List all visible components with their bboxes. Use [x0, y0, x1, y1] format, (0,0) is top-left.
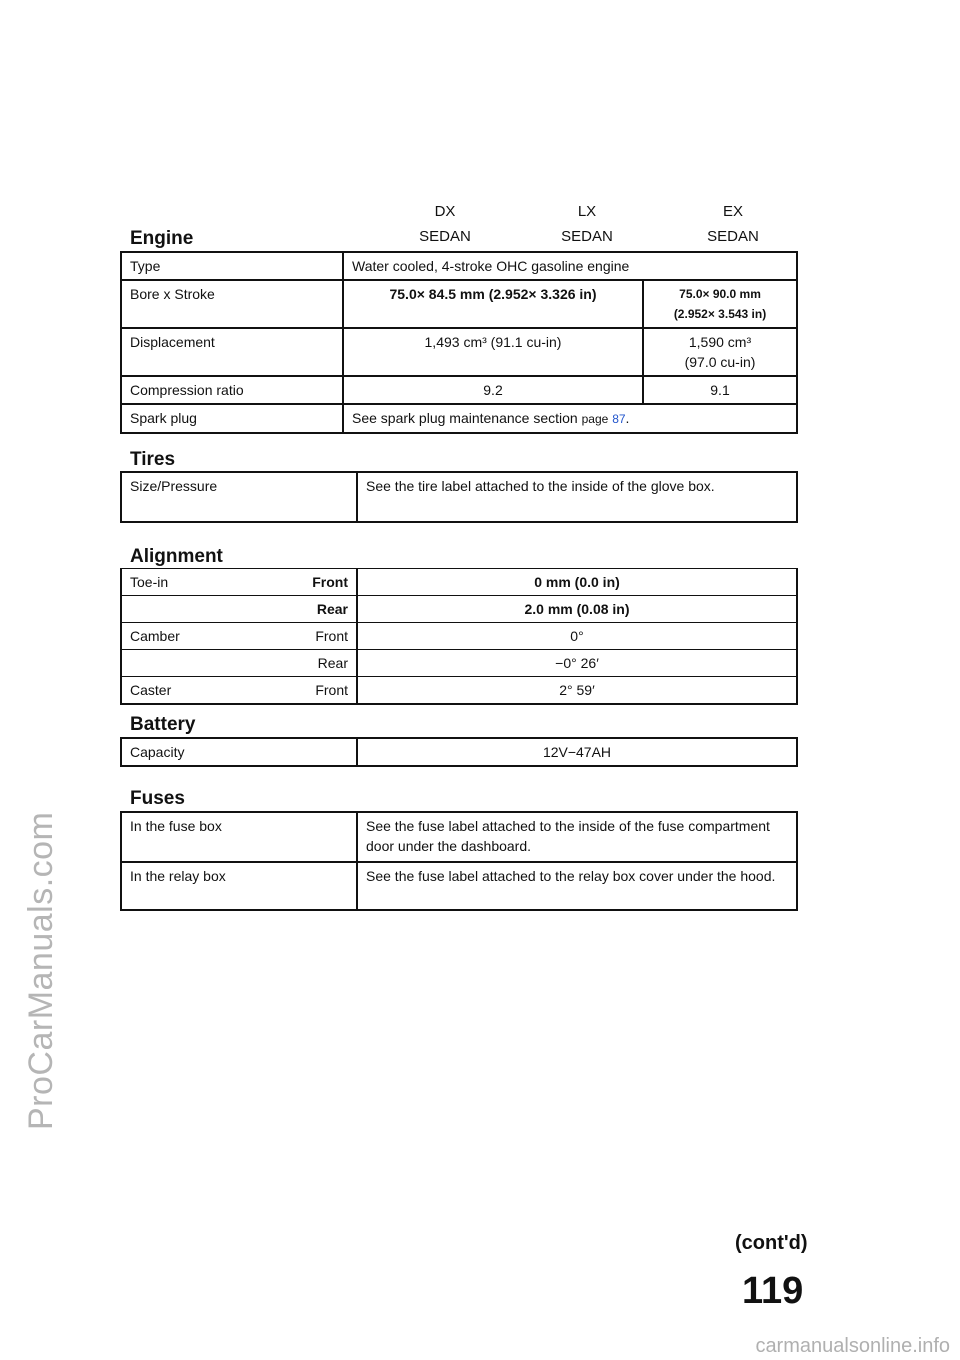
engine-bore-ex-line2: (2.952× 3.543 in)	[673, 307, 767, 321]
alignment-row-sub: Rear	[316, 601, 348, 617]
alignment-label-cell	[121, 677, 357, 705]
engine-spark-text: See spark plug maintenance section	[352, 410, 578, 426]
alignment-label-cell	[121, 569, 357, 596]
engine-spark-page-word: page	[581, 412, 609, 426]
battery-value: 12V−47AH	[357, 738, 797, 766]
alignment-row-label: Camber	[130, 628, 180, 644]
engine-compression-ex: 9.1	[643, 376, 797, 404]
table-row	[121, 650, 797, 677]
tires-value: See the tire label attached to the inside of the glove box.	[357, 472, 797, 522]
table-row	[121, 677, 797, 705]
column-head-dx-line2: SEDAN	[419, 228, 471, 245]
alignment-label-cell	[121, 596, 357, 623]
alignment-table	[120, 568, 798, 705]
engine-type-label: Type	[121, 252, 343, 280]
column-head-dx	[400, 203, 490, 245]
alignment-row-value: 2.0 mm (0.08 in)	[357, 596, 797, 623]
column-head-ex-line2: SEDAN	[707, 228, 759, 245]
column-head-dx-line1: DX	[434, 203, 456, 220]
table-row	[121, 328, 797, 376]
tires-table	[120, 471, 798, 523]
tires-label: Size/Pressure	[121, 472, 357, 522]
table-row	[121, 472, 797, 522]
alignment-row-value: 0°	[357, 623, 797, 650]
alignment-row-value: 0 mm (0.0 in)	[357, 569, 797, 596]
alignment-label-cell	[121, 650, 357, 677]
fuses-table	[120, 811, 798, 911]
engine-bore-ex	[643, 280, 797, 328]
table-row	[121, 404, 797, 433]
battery-label: Capacity	[121, 738, 357, 766]
engine-compression-dxlx: 9.2	[343, 376, 643, 404]
fuses-row-value: See the fuse label attached to the relay box cover under the hood.	[357, 862, 797, 910]
engine-displacement-label: Displacement	[121, 328, 343, 376]
watermark: ProCarManuals.com	[22, 811, 60, 1130]
alignment-row-sub: Front	[315, 628, 348, 644]
engine-bore-dxlx: 75.0× 84.5 mm (2.952× 3.326 in)	[343, 280, 643, 328]
spark-plug-page-link[interactable]: 87	[612, 412, 626, 426]
page-number: 119	[742, 1270, 804, 1312]
engine-spark-label: Spark plug	[121, 404, 343, 433]
table-row	[121, 252, 797, 280]
fuses-row-value: See the fuse label attached to the inside of the fuse compartment door under the dashboard.	[357, 812, 797, 862]
column-head-ex	[688, 203, 778, 245]
alignment-row-sub: Rear	[317, 655, 348, 671]
column-head-lx	[542, 203, 632, 245]
section-title-tires: Tires	[130, 449, 176, 470]
table-row	[121, 738, 797, 766]
table-row	[121, 623, 797, 650]
engine-type-value: Water cooled, 4-stroke OHC gasoline engine	[343, 252, 797, 280]
section-title-fuses: Fuses	[130, 788, 185, 809]
alignment-row-sub: Front	[315, 682, 348, 698]
section-title-engine: Engine	[130, 228, 194, 249]
table-row	[121, 280, 797, 328]
alignment-row-label: Caster	[130, 682, 172, 698]
engine-bore-ex-line1: 75.0× 90.0 mm	[679, 287, 761, 301]
table-row	[121, 569, 797, 596]
table-row	[121, 812, 797, 862]
battery-table	[120, 737, 798, 767]
column-head-lx-line2: SEDAN	[561, 228, 613, 245]
continued-label: (cont'd)	[735, 1232, 808, 1254]
alignment-row-value: −0° 26′	[357, 650, 797, 677]
fuses-row-label: In the fuse box	[121, 812, 357, 862]
table-row	[121, 376, 797, 404]
engine-spark-value	[343, 404, 797, 433]
column-head-lx-line1: LX	[577, 203, 597, 220]
engine-displacement-ex-line1: 1,590 cm³	[688, 334, 752, 350]
engine-table	[120, 251, 798, 434]
section-title-alignment: Alignment	[130, 546, 223, 567]
engine-bore-label: Bore x Stroke	[121, 280, 343, 328]
alignment-row-label: Toe-in	[130, 574, 169, 590]
table-row	[121, 596, 797, 623]
engine-spark-period: .	[625, 410, 630, 426]
fuses-row-label: In the relay box	[121, 862, 357, 910]
footer-watermark: carmanualsonline.info	[755, 1335, 950, 1357]
engine-displacement-dxlx: 1,493 cm³ (91.1 cu-in)	[343, 328, 643, 376]
column-head-ex-line1: EX	[722, 203, 743, 220]
alignment-label-cell	[121, 623, 357, 650]
alignment-row-value: 2° 59′	[357, 677, 797, 705]
table-row	[121, 862, 797, 910]
engine-displacement-ex-line2: (97.0 cu-in)	[684, 354, 756, 370]
alignment-row-sub: Front	[312, 574, 348, 590]
engine-displacement-ex	[643, 328, 797, 376]
section-title-battery: Battery	[130, 714, 196, 735]
engine-compression-label: Compression ratio	[121, 376, 343, 404]
